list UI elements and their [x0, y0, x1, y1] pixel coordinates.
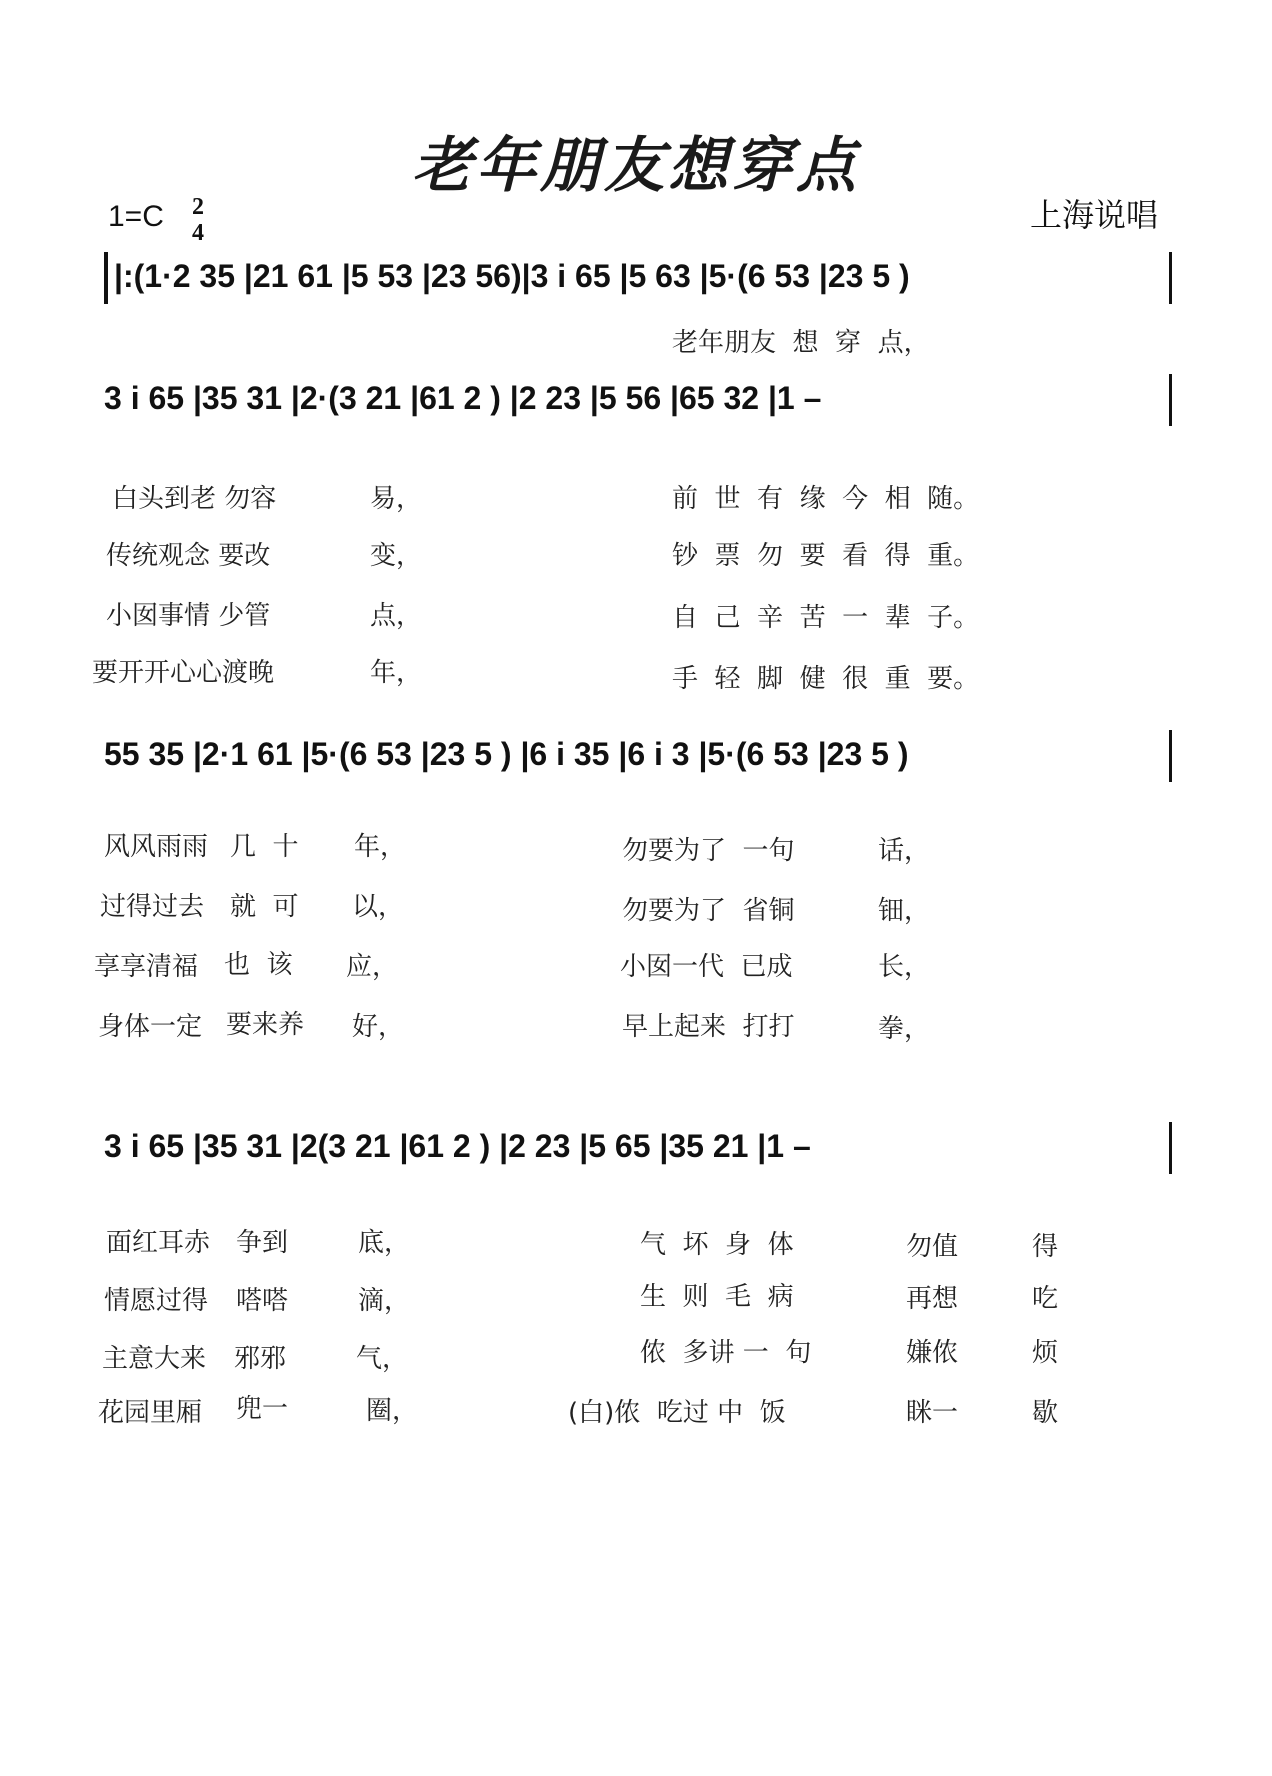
lyric-d: 长，: [878, 952, 931, 982]
barline: [1169, 730, 1172, 782]
staff-notes: 55 35 |2·1 61 |5·(6 53 |23 5 ) |6 i 35 |6 i 3 |5·(6 53 |23 5 ): [104, 736, 909, 772]
lyric-a: 花园里厢: [98, 1398, 203, 1428]
lyric-m: 也 该: [224, 950, 293, 980]
lyric-a: 面红耳赤: [106, 1228, 211, 1258]
lyric-e: 吃: [1032, 1284, 1059, 1314]
lyric-c: 勿要为了 一句: [622, 836, 795, 866]
lyric-c: 勿要为了 省铜: [622, 896, 795, 926]
lyric-c: 侬 多讲 一 句: [640, 1338, 812, 1368]
lyric-a: 要开开心心渡晚: [92, 658, 275, 688]
barline: [1169, 252, 1172, 304]
genre-label: 上海说唱: [1030, 197, 1159, 233]
lyric-m: 要来养: [226, 1010, 305, 1040]
lyric-b: 变，: [370, 541, 423, 571]
lyric-b: 应，: [346, 952, 399, 982]
lyric-a: 过得过去: [100, 892, 205, 922]
lyric-a: 身体一定: [98, 1012, 203, 1042]
lyric-c: 小囡一代 已成: [620, 952, 793, 982]
key-signature: 1=C: [108, 200, 164, 233]
lyric-d: 话，: [878, 836, 931, 866]
time-signature: [192, 194, 204, 246]
staff-line-1: [104, 250, 1172, 310]
lyric-m: 争到: [236, 1228, 289, 1258]
lyric-d: 再想: [906, 1284, 959, 1314]
lyric-b: 好，: [352, 1012, 405, 1042]
lyric-a: 传统观念 要改: [106, 541, 271, 571]
staff-line-3: [104, 728, 1172, 788]
lyric-m: 邪邪: [234, 1344, 287, 1374]
lyric-a: 小囡事情 少管: [106, 601, 271, 631]
lyric-b: 年，: [354, 832, 407, 862]
lyric-a: 风风雨雨: [104, 832, 209, 862]
lyric-d: 钿，: [878, 896, 931, 926]
lyric-m: 几 十: [230, 832, 299, 862]
staff-notes: |:(1·2 35 |21 61 |5 53 |23 56)|3 i 65 |5 63 |5·(6 53 |23 5 ): [114, 258, 910, 294]
lyric-b: 年，: [370, 658, 423, 688]
lyric-b: 底，: [358, 1228, 411, 1258]
lyric-b: 滴，: [358, 1286, 411, 1316]
staff-line-4: [104, 1120, 1172, 1180]
lyric-c: 气 坏 身 体: [640, 1230, 794, 1260]
lyric-m: 就 可: [230, 892, 299, 922]
lyric-a: 白头到老 勿容: [112, 484, 277, 514]
lyric-m: 嗒嗒: [236, 1286, 289, 1316]
lyric-b: 圈，: [366, 1396, 419, 1426]
time-denominator: 4: [192, 220, 204, 246]
lyric-b: 易，: [370, 484, 423, 514]
barline: [1169, 1122, 1172, 1174]
time-numerator: 2: [192, 194, 204, 220]
staff-line-2: [104, 372, 1172, 432]
lyric-c: 早上起来 打打: [622, 1012, 795, 1042]
lyric-line: 老年朋友 想 穿 点，: [672, 328, 930, 358]
lyric-c: 自 己 辛 苦 一 辈 子。: [672, 603, 980, 633]
repeat-barline: [104, 252, 108, 304]
lyric-c: 生 则 毛 病: [640, 1282, 794, 1312]
lyric-a: 主意大来: [102, 1344, 207, 1374]
lyric-m: 兜一: [236, 1394, 289, 1424]
lyric-c: 手 轻 脚 健 很 重 要。: [672, 664, 980, 694]
lyric-d: 眯一: [906, 1398, 959, 1428]
lyric-b: 点，: [370, 601, 423, 631]
lyric-a: 享享清福: [94, 952, 199, 982]
staff-notes: 3 i 65 |35 31 |2·(3 21 |61 2 ) |2 23 |5 56 |65 32 |1 –: [104, 380, 822, 416]
lyric-b: 气，: [356, 1344, 409, 1374]
lyric-e: 歇: [1032, 1398, 1059, 1428]
lyric-b: 以，: [352, 892, 405, 922]
song-title: 老年朋友想穿点: [412, 131, 860, 201]
lyric-e: 烦: [1032, 1338, 1059, 1368]
staff-notes: 3 i 65 |35 31 |2(3 21 |61 2 ) |2 23 |5 65 |35 21 |1 –: [104, 1128, 811, 1164]
lyric-c: (白)侬 吃过 中 饭: [568, 1398, 786, 1428]
lyric-c: 钞 票 勿 要 看 得 重。: [672, 541, 980, 571]
lyric-d: 勿值: [906, 1232, 959, 1262]
lyric-a: 情愿过得: [104, 1286, 209, 1316]
lyric-c: 前 世 有 缘 今 相 随。: [672, 484, 980, 514]
lyric-d: 嫌侬: [906, 1338, 959, 1368]
lyric-e: 得: [1032, 1232, 1059, 1262]
lyric-d: 拳，: [878, 1014, 931, 1044]
barline: [1169, 374, 1172, 426]
